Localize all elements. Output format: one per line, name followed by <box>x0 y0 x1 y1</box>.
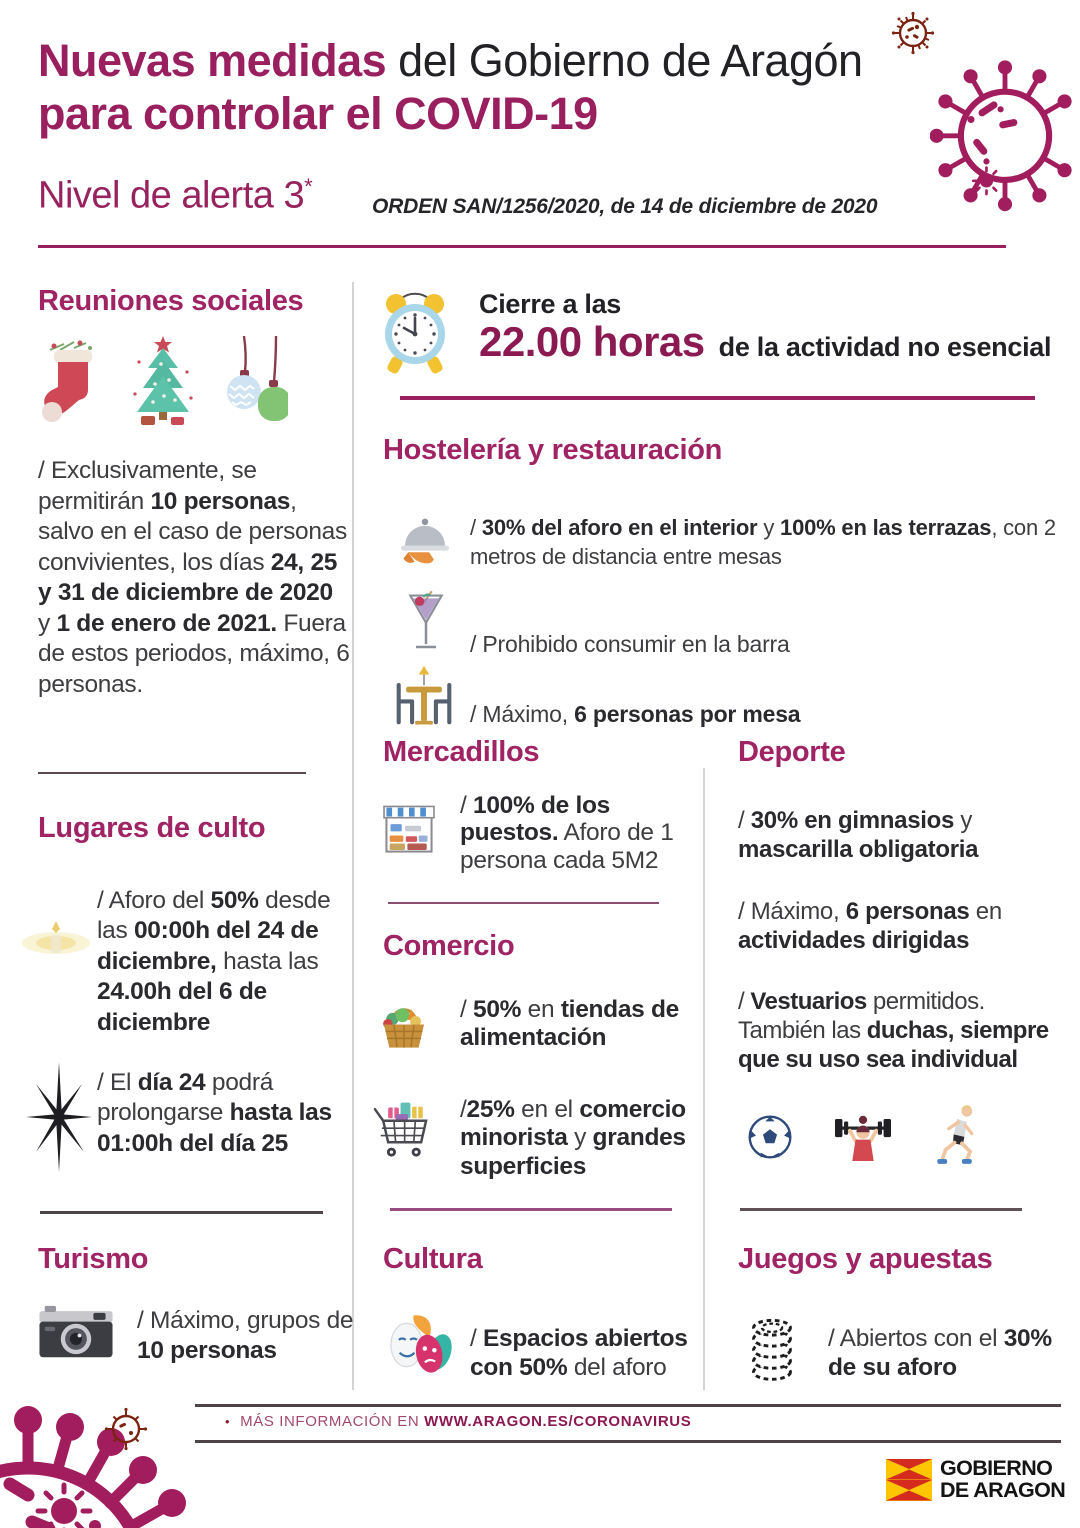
food-basket-icon <box>377 998 431 1054</box>
reuniones-paragraph: / Exclusivamente, se permitirán 10 personas, salvo en el caso de personas convivientes, los días 24, 25 y 31 de diciembre de 2020 y 1 de enero de 2021. Fuera de estos periodos, máximo, 6 personas. <box>38 457 350 698</box>
table-chairs-icon <box>392 664 456 730</box>
logo-text <box>940 1458 1065 1502</box>
closing-line1: Cierre a las <box>479 289 621 319</box>
divider-turismo <box>40 1211 323 1214</box>
ornaments-icon <box>220 334 288 432</box>
gobierno-aragon-logo <box>886 1458 1065 1502</box>
section-heading-culto: Lugares de culto <box>38 812 266 844</box>
closing-time: 22.00 horas <box>479 318 705 365</box>
divider-reuniones <box>38 772 306 774</box>
logo-line1: GOBIERNO <box>940 1456 1053 1480</box>
section-heading-hosteleria: Hostelería y restauración <box>383 434 723 466</box>
comercio-item-1: / 50% en tiendas de alimentación <box>460 996 680 1052</box>
footer-url: WWW.ARAGON.ES/CORONAVIRUS <box>424 1413 692 1430</box>
footer-bullet: • <box>225 1414 231 1429</box>
culto-item-2: / El día 24 podrá prolongarse hasta las 01:00h del día 25 <box>97 1069 332 1157</box>
comercio-item-2: /25% en el comercio minorista y grandes superficies <box>460 1096 686 1180</box>
footer-divider-bottom <box>195 1440 1061 1443</box>
section-heading-reuniones: Reuniones sociales <box>38 285 304 317</box>
divider-juegos <box>740 1208 1022 1211</box>
market-stall-icon <box>380 800 438 858</box>
column-divider-left <box>352 282 354 1390</box>
cocktail-icon <box>406 588 446 656</box>
theater-masks-icon <box>377 1312 457 1378</box>
aragon-flag-icon <box>886 1459 932 1501</box>
closing-line2 <box>479 318 1051 366</box>
christmas-stocking-icon <box>40 338 100 430</box>
section-heading-juegos: Juegos y apuestas <box>738 1243 993 1275</box>
divider-cultura <box>390 1208 672 1211</box>
deporte-item-1: / 30% en gimnasios y mascarilla obligatoria <box>738 807 979 864</box>
hosteleria-item-1: / 30% del aforo en el interior y 100% en las terrazas, con 2 metros de distancia entre mesas <box>470 515 1056 569</box>
poker-chips-icon <box>748 1313 796 1383</box>
shopping-cart-icon <box>370 1096 436 1162</box>
hosteleria-item-2: / Prohibido consumir en la barra <box>470 631 790 657</box>
divider-comercio <box>388 902 659 904</box>
christmas-tree-icon <box>131 334 195 430</box>
deporte-item-3: / Vestuarios permitidos. También las duchas, siempre que su uso sea individual <box>738 988 1049 1074</box>
footer-info <box>225 1413 691 1430</box>
camera-icon <box>36 1303 116 1361</box>
page-title: Nuevas medidas del Gobierno de Aragón para controlar el COVID-19 <box>38 35 863 140</box>
turismo-item: / Máximo, grupos de 10 personas <box>137 1307 354 1365</box>
weightlifter-icon <box>830 1110 896 1166</box>
alert-level: Nivel de alerta 3* <box>38 174 313 217</box>
serving-cloche-icon <box>397 512 453 570</box>
section-heading-turismo: Turismo <box>38 1243 149 1275</box>
logo-line2: DE ARAGON <box>940 1477 1066 1502</box>
hosteleria-item-3: / Máximo, 6 personas por mesa <box>470 701 801 727</box>
footer-divider-top <box>195 1404 1061 1407</box>
alarm-clock-icon <box>381 287 449 377</box>
closing-rest: de la actividad no esencial <box>718 332 1052 362</box>
section-heading-mercadillos: Mercadillos <box>383 736 540 768</box>
section-heading-comercio: Comercio <box>383 930 515 962</box>
large-virus-icon <box>930 0 1080 305</box>
section-heading-deporte: Deporte <box>738 736 846 768</box>
runner-icon <box>934 1104 980 1168</box>
culto-item-1: / Aforo del 50% desde las 00:00h del 24 de diciembre, hasta las 24.00h del 6 de diciembre <box>97 887 331 1036</box>
candle-icon <box>20 915 92 967</box>
juegos-item: / Abiertos con el 30% de su aforo <box>828 1325 1052 1382</box>
cultura-item: / Espacios abiertos con 50% del aforo <box>470 1325 688 1382</box>
header-divider <box>38 245 1006 248</box>
star-sparkle-icon <box>26 1062 92 1172</box>
soccer-ball-icon <box>745 1112 795 1162</box>
order-reference: ORDEN SAN/1256/2020, de 14 de diciembre de 2020 <box>372 195 878 218</box>
footer-info-text: MÁS INFORMACIÓN EN WWW.ARAGON.ES/CORONAVIRUS <box>240 1413 692 1430</box>
divider-cierre <box>400 396 1035 400</box>
large-virus-bottom-icon <box>0 1398 230 1528</box>
mercadillos-item: / 100% de los puestos. Aforo de 1 persona cada 5M2 <box>460 792 674 874</box>
alert-asterisk: * <box>304 174 313 199</box>
deporte-item-2: / Máximo, 6 personas en actividades dirigidas <box>738 898 1002 955</box>
section-heading-cultura: Cultura <box>383 1243 483 1275</box>
